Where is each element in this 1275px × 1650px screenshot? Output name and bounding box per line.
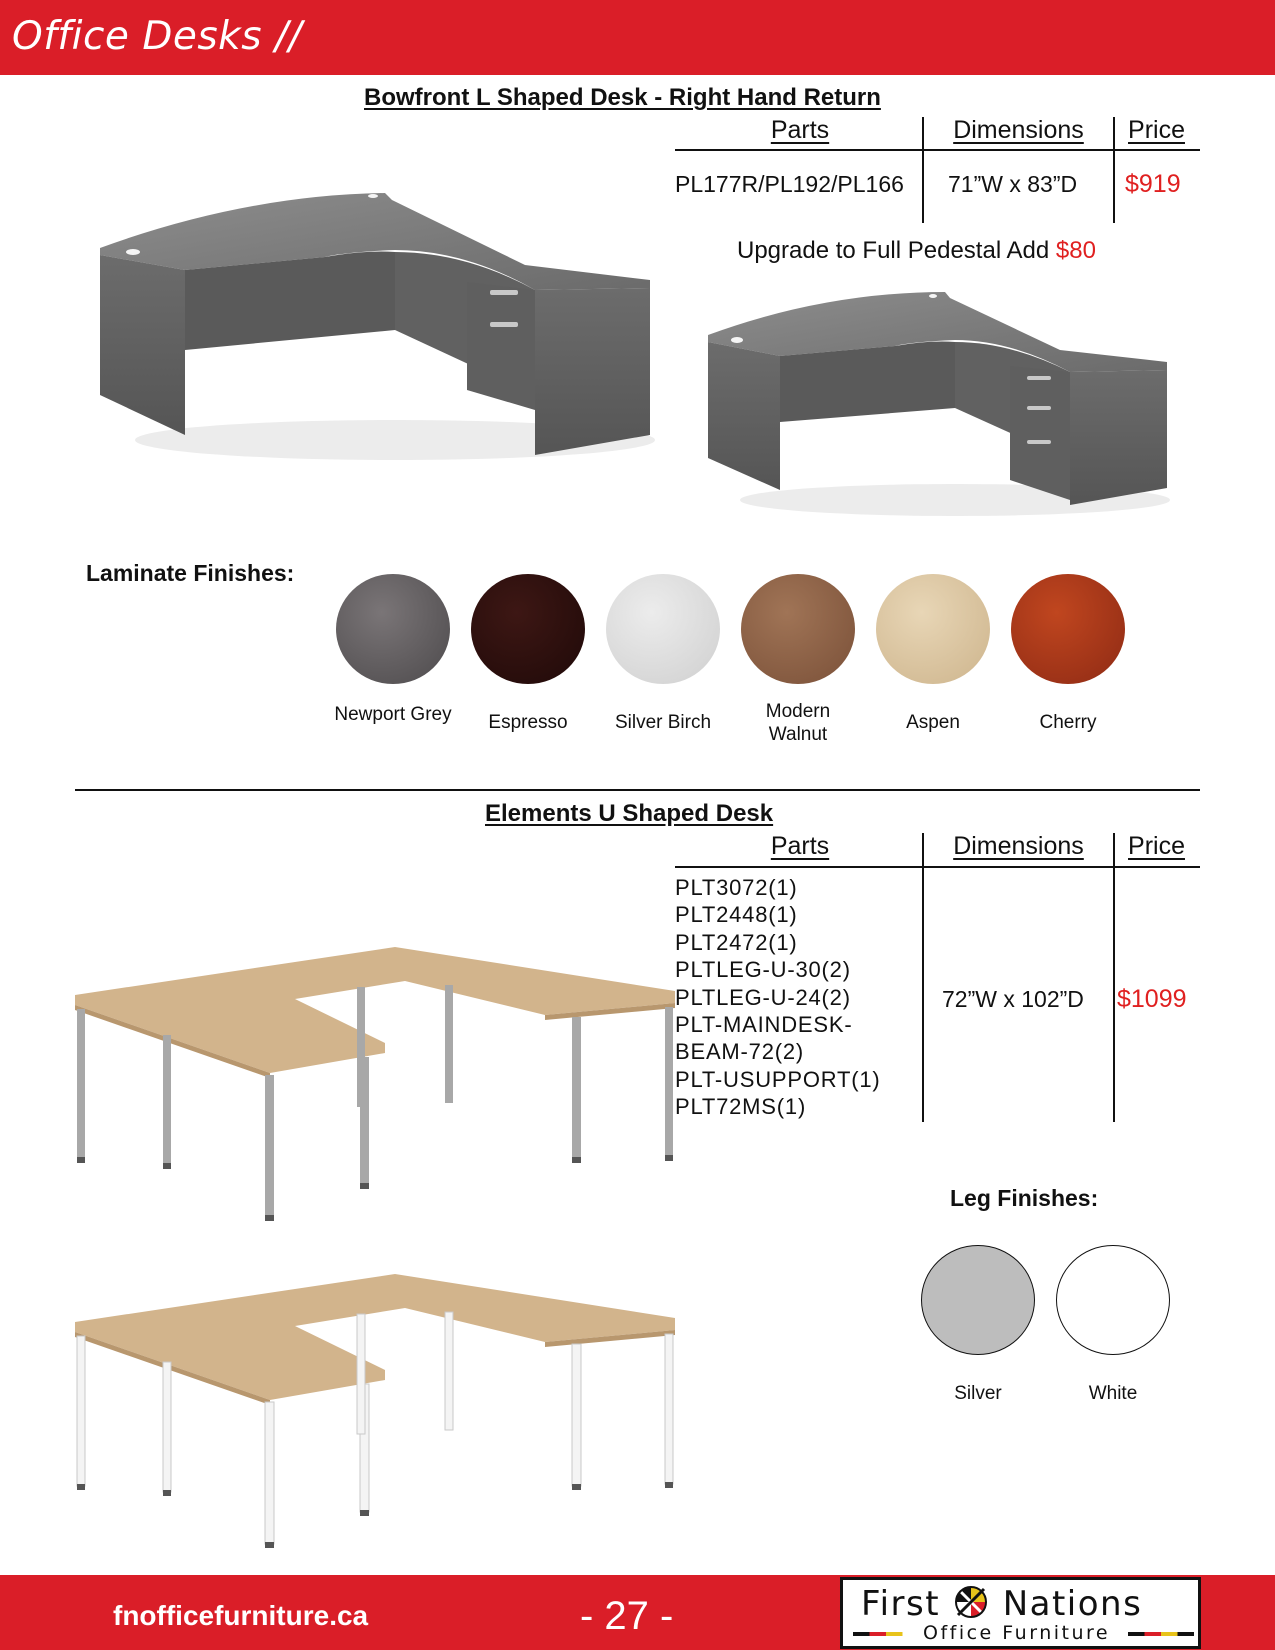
laminate-swatch-newport-grey	[336, 574, 450, 684]
desk2-part: PLT-MAINDESK-	[675, 1012, 853, 1038]
leg-label-white: White	[1088, 1383, 1138, 1404]
desk1-image-main	[95, 190, 655, 470]
desk1-dimensions: 71”W x 83”D	[948, 171, 1078, 197]
leg-swatch-white	[1056, 1245, 1170, 1355]
footer-website-link[interactable]: fnofficefurniture.ca	[113, 1600, 369, 1631]
logo-wordmark	[861, 1584, 1142, 1624]
laminate-label-newport-grey: Newport Grey	[334, 704, 452, 725]
laminate-label-silver-birch: Silver Birch	[614, 712, 712, 733]
desk2-part: PLTLEG-U-24(2)	[675, 984, 851, 1010]
upgrade-amount: $80	[1055, 237, 1096, 264]
desk1-price-header: Price	[1128, 116, 1185, 144]
desk1-col-divider-2	[1113, 117, 1115, 223]
laminate-swatch-aspen	[876, 574, 990, 684]
upgrade-text: Upgrade to Full Pedestal Add	[737, 237, 1050, 264]
leg-swatch-silver	[921, 1245, 1035, 1355]
desk1-price: $919	[1125, 170, 1181, 198]
laminate-label-espresso: Espresso	[488, 712, 568, 733]
desk2-parts-header: Parts	[770, 832, 830, 860]
desk2-price: $1099	[1117, 985, 1187, 1013]
desk2-title: Elements U Shaped Desk	[485, 800, 774, 827]
desk2-header-rule	[675, 866, 1200, 868]
desk2-part: PLT2448(1)	[675, 902, 798, 928]
page-number: - 27 -	[580, 1594, 674, 1638]
logo-word-nations: Nations	[1002, 1584, 1143, 1624]
logo-subtitle: Office Furniture	[923, 1622, 1111, 1644]
laminate-label-modern-walnut: Modern Walnut	[765, 701, 831, 745]
desk2-part: PLT-USUPPORT(1)	[675, 1066, 881, 1092]
company-logo	[840, 1577, 1201, 1649]
desk1-title: Bowfront L Shaped Desk - Right Hand Return	[364, 84, 881, 111]
laminate-swatch-silver-birch	[606, 574, 720, 684]
section-divider	[75, 789, 1200, 791]
desk2-part: PLT2472(1)	[675, 929, 798, 955]
desk2-col-divider-1	[922, 833, 924, 1122]
desk1-parts: PL177R/PL192/PL166	[675, 171, 904, 197]
laminate-swatch-espresso	[471, 574, 585, 684]
desk1-parts-header: Parts	[770, 116, 830, 144]
leg-label-silver: Silver	[954, 1383, 1002, 1404]
laminate-label-aspen: Aspen	[906, 712, 960, 733]
desk2-image-silver-legs	[75, 945, 675, 1230]
desk2-image-white-legs	[75, 1272, 675, 1557]
laminate-swatch-modern-walnut	[741, 574, 855, 684]
upgrade-note	[737, 237, 1096, 265]
desk2-part: PLTLEG-U-30(2)	[675, 957, 851, 983]
logo-stripe-right	[1128, 1632, 1194, 1636]
desk2-part: PLT72MS(1)	[675, 1094, 807, 1120]
desk2-price-header: Price	[1128, 832, 1185, 860]
desk2-dimensions-header: Dimensions	[953, 832, 1084, 860]
logo-word-first: First	[861, 1584, 941, 1624]
medicine-wheel-icon	[954, 1585, 988, 1619]
desk2-part: PLT3072(1)	[675, 875, 798, 900]
desk2-dimensions: 72”W x 102”D	[942, 986, 1084, 1012]
leg-finishes-heading: Leg Finishes:	[950, 1185, 1099, 1211]
desk2-part: BEAM-72(2)	[675, 1039, 805, 1065]
desk1-dimensions-header: Dimensions	[953, 116, 1084, 144]
desk1-col-divider-1	[922, 117, 924, 223]
desk1-header-rule	[675, 149, 1200, 151]
page-title: Office Desks //	[12, 14, 303, 59]
desk2-col-divider-2	[1113, 833, 1115, 1122]
logo-stripe-left	[853, 1632, 919, 1636]
laminate-heading: Laminate Finishes:	[86, 560, 295, 586]
laminate-label-cherry: Cherry	[1039, 712, 1097, 733]
desk1-image-pedestal	[705, 290, 1170, 525]
desk2-parts-list	[675, 874, 881, 1121]
laminate-swatch-cherry	[1011, 574, 1125, 684]
